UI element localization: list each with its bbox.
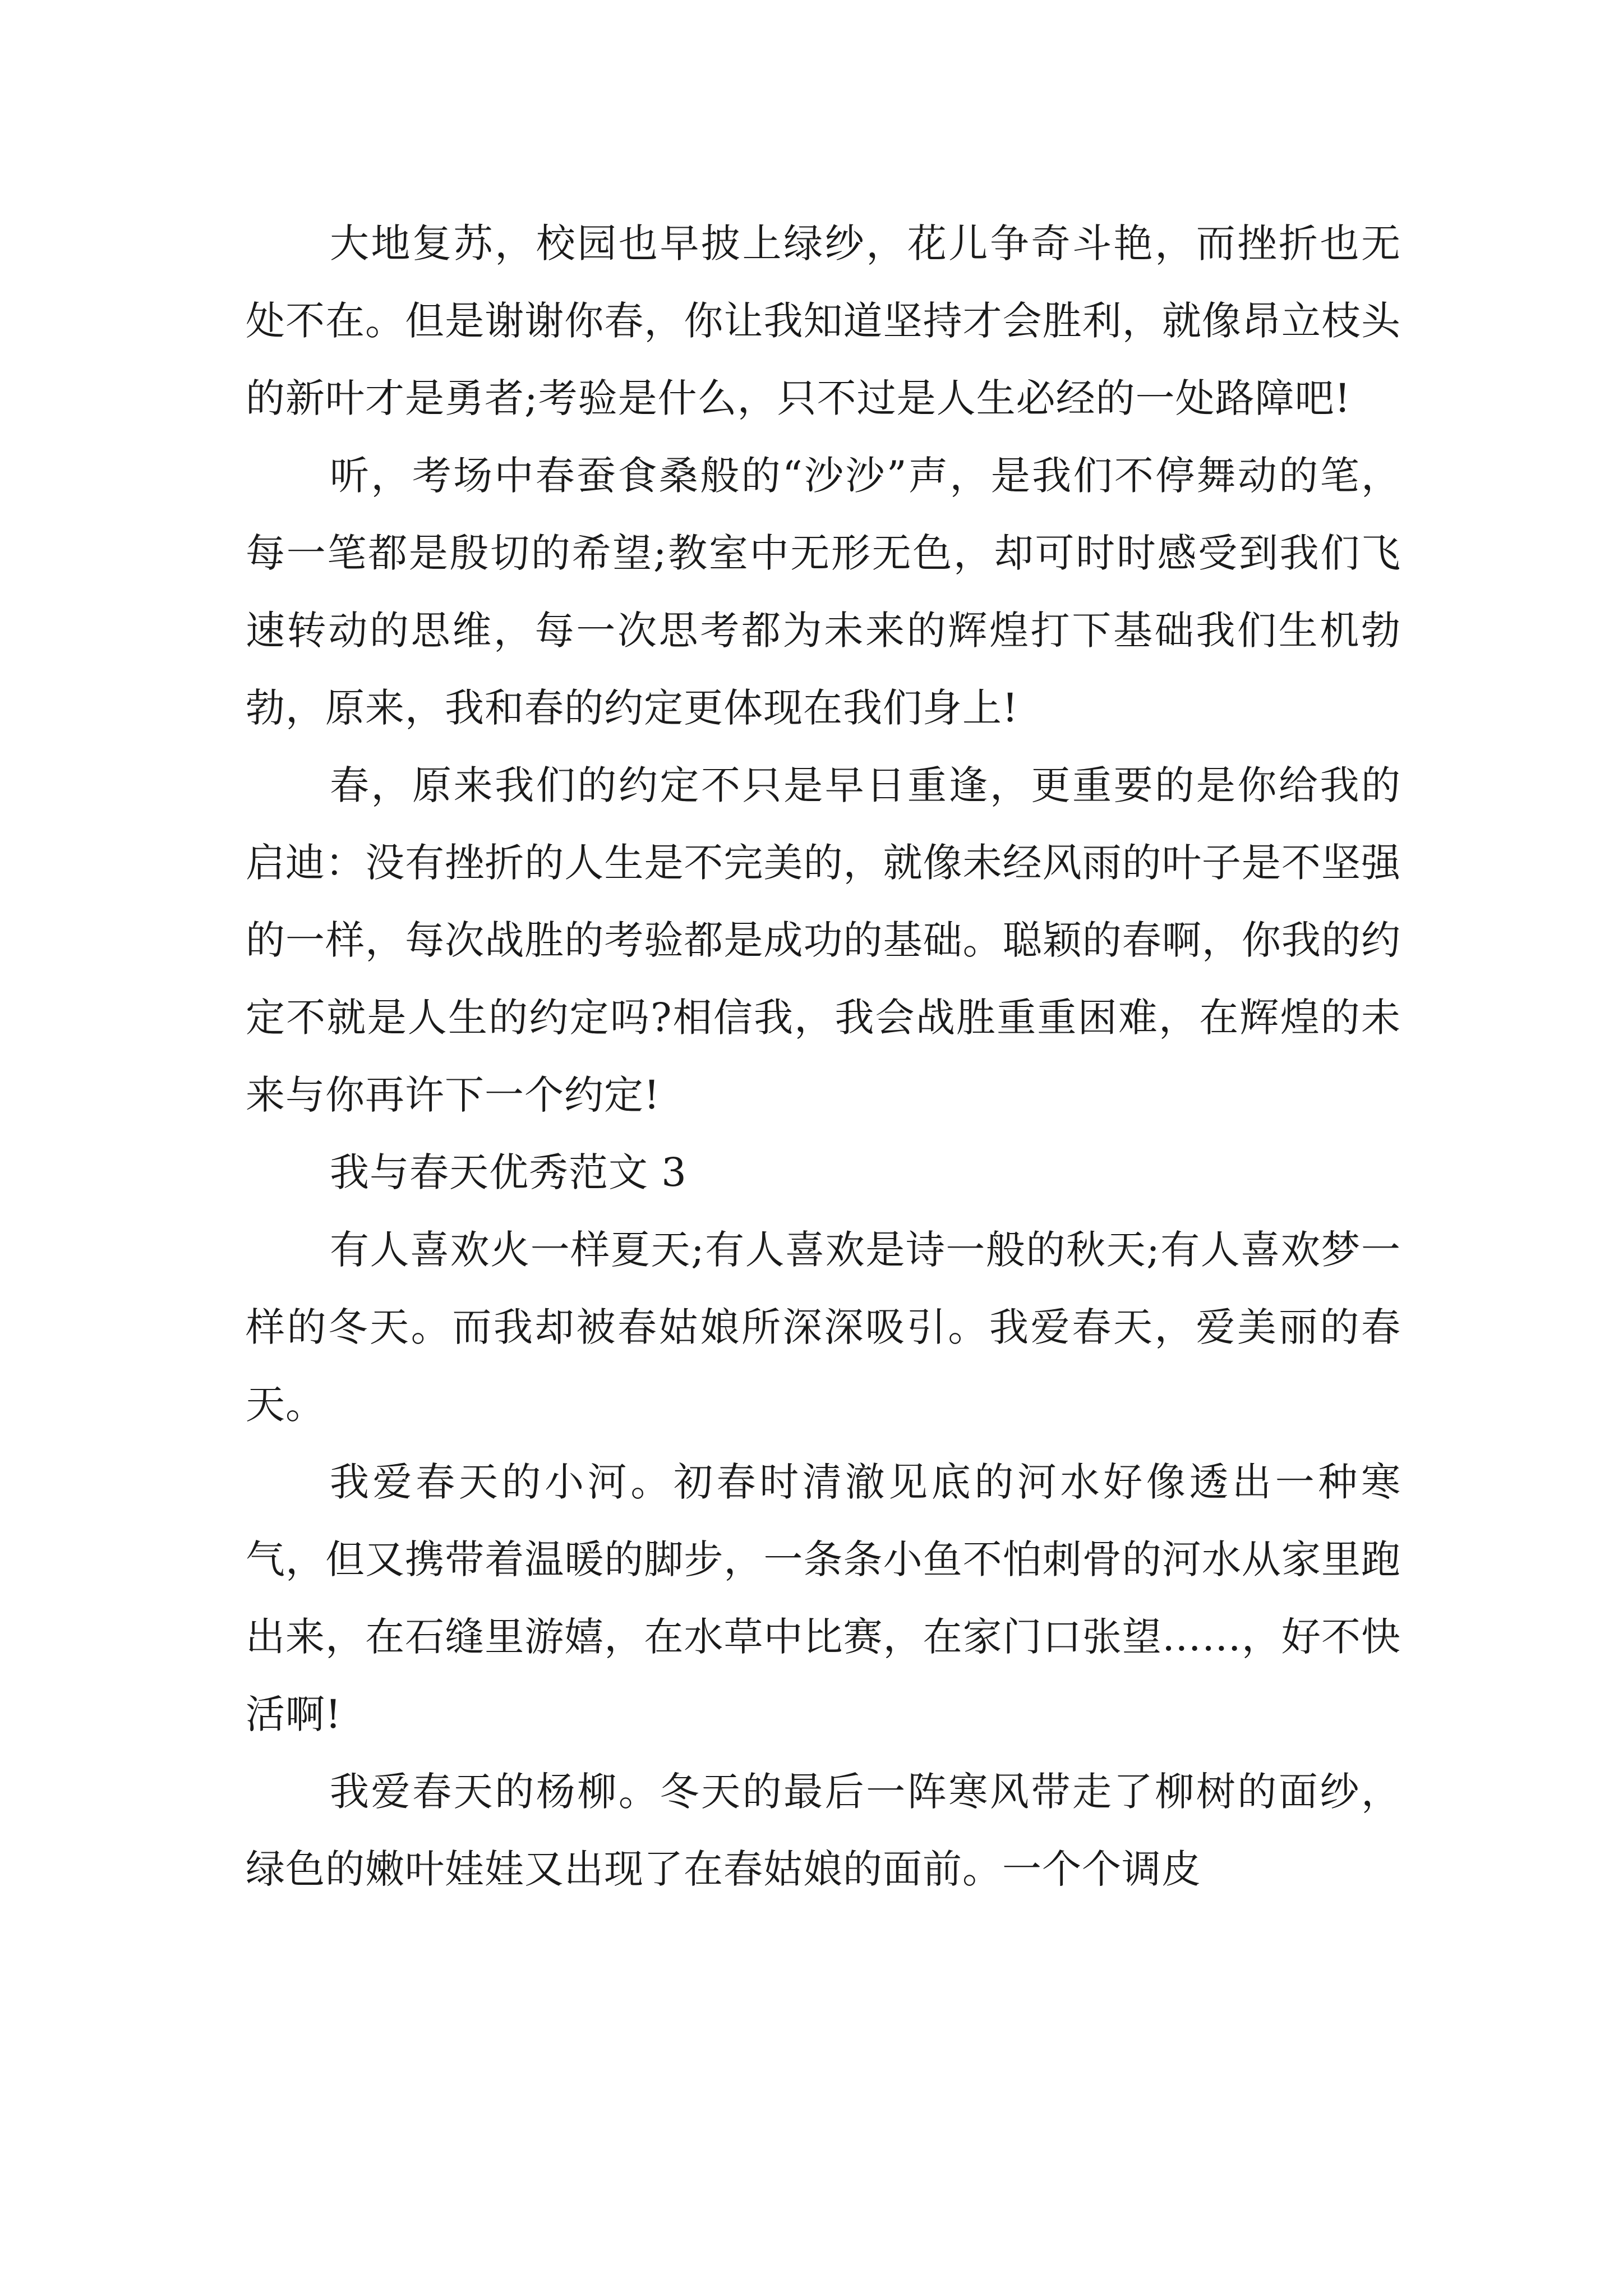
paragraph-3: 春，原来我们的约定不只是早日重逢，更重要的是你给我的启迪：没有挫折的人生是不完美的，就像未经风雨的叶子是不坚强的一样，每次战胜的考验都是成功的基础。聪颖的春啊，你我的约定不就是人生的约定吗?相信我，我会战胜重重困难，在辉煌的未来与你再许下一个约定! (246, 762, 1401, 1118)
document-body (246, 205, 1401, 1908)
paragraph-1: 大地复苏，校园也早披上绿纱，花儿争奇斗艳，而挫折也无处不在。但是谢谢你春，你让我知道坚持才会胜利，就像昂立枝头的新叶才是勇者;考验是什么，只不过是人生必经的一处路障吧! (246, 220, 1401, 421)
section-heading: 我与春天优秀范文 3 (330, 1149, 687, 1195)
paragraph-5: 我爱春天的小河。初春时清澈见底的河水好像透出一种寒气，但又携带着温暖的脚步，一条条小鱼不怕刺骨的河水从家里跑出来，在石缝里游嬉，在水草中比赛，在家门口张望……，好不快活啊! (246, 1459, 1401, 1737)
paragraph-4: 有人喜欢火一样夏天;有人喜欢是诗一般的秋天;有人喜欢梦一样的冬天。而我却被春姑娘所深深吸引。我爱春天，爱美丽的春天。 (246, 1227, 1401, 1428)
paragraph-2: 听，考场中春蚕食桑般的“沙沙”声，是我们不停舞动的笔，每一笔都是殷切的希望;教室中无形无色，却可时时感受到我们飞速转动的思维，每一次思考都为未来的辉煌打下基础我们生机勃勃，原来，我和春的约定更体现在我们身上! (246, 453, 1401, 731)
paragraph-6: 我爱春天的杨柳。冬天的最后一阵寒风带走了柳树的面纱，绿色的嫩叶娃娃又出现了在春姑娘的面前。一个个调皮 (246, 1769, 1401, 1892)
